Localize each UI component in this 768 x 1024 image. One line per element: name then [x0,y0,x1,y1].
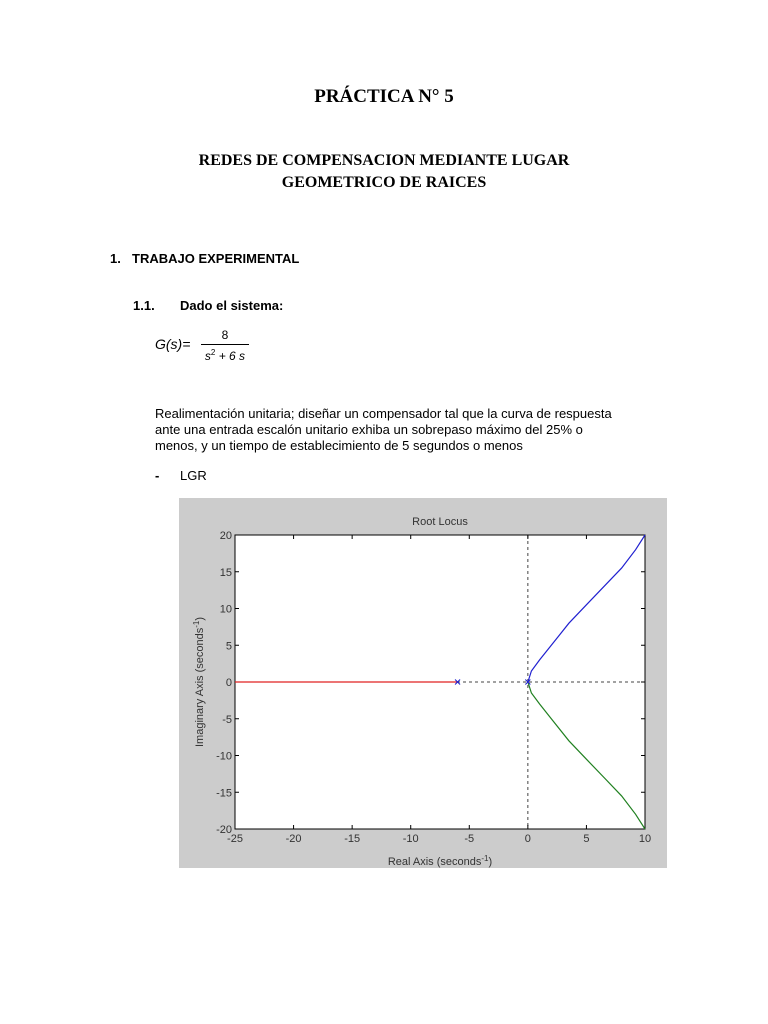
formula-lhs: G(s)= [155,336,191,352]
x-tick-label-3: -10 [402,833,419,845]
section-title: TRABAJO EXPERIMENTAL [132,251,300,266]
page-title: PRÁCTICA N° 5 [314,86,454,107]
x-axis-label-text: Real Axis (seconds [387,856,482,868]
bullet-item [155,468,207,483]
subsection-number: 1.1. [133,298,155,313]
denominator-base: s [204,349,211,363]
y-tick-label-6: -10 [216,750,232,763]
transfer-function-formula [155,328,275,372]
y-axis-label [192,617,207,747]
y-tick-label-0: 20 [219,530,232,542]
x-tick-label-6: 5 [583,833,590,845]
denominator-rest: + 6 s [215,349,246,363]
x-axis-label [388,854,492,869]
formula-denominator [201,348,249,363]
x-tick-label-2: -15 [344,833,361,845]
x-tick-label-1: -20 [285,833,302,845]
y-tick-label-2: 10 [219,603,232,616]
x-tick-label-5: 0 [524,833,531,845]
formula-fraction [201,328,249,363]
x-tick-label-0: -25 [227,833,243,845]
x-tick-label-7: 10 [638,833,652,845]
fraction-bar [201,344,249,345]
subsection-title: Dado el sistema: [180,298,284,313]
y-axis-label-end: ) [194,616,206,621]
section-heading [110,251,299,266]
root-locus-plot [179,498,667,868]
problem-statement [155,406,655,454]
x-axis-label-sup: -1 [481,853,489,863]
y-tick-label-4: 0 [225,677,232,689]
root-locus-figure [179,498,667,868]
statement-line-2: ante una entrada escalón unitario exhiba un sobrepaso máximo del 25% o [155,422,583,437]
chart-title: Root Locus [412,516,468,528]
y-axis-label-text: Imaginary Axis (seconds [194,627,206,748]
statement-line-1: Realimentación unitaria; diseñar un compensador tal que la curva de respuesta [155,406,612,421]
denominator-exponent: 2 [210,348,216,357]
bullet-text: LGR [180,468,207,483]
heading-line-1: REDES DE COMPENSACION MEDIANTE LUGAR [198,152,570,169]
section-number: 1. [110,251,121,266]
x-tick-label-4: -5 [464,833,475,845]
heading-line-2: GEOMETRICO DE RAICES [281,174,487,191]
subsection-heading [133,298,283,313]
y-tick-label-7: -15 [216,787,232,800]
y-tick-label-3: 5 [225,640,232,653]
y-tick-label-5: -5 [222,713,232,726]
statement-line-3: menos, y un tiempo de establecimiento de 5 segundos o menos [155,438,523,453]
y-tick-label-1: 15 [219,566,232,579]
y-tick-label-8: -20 [216,824,232,836]
x-axis-label-end: ) [488,856,493,868]
formula-numerator: 8 [221,328,229,342]
y-axis-label-sup: -1 [191,620,201,628]
bullet-marker: - [155,468,160,483]
document-heading [0,150,768,194]
